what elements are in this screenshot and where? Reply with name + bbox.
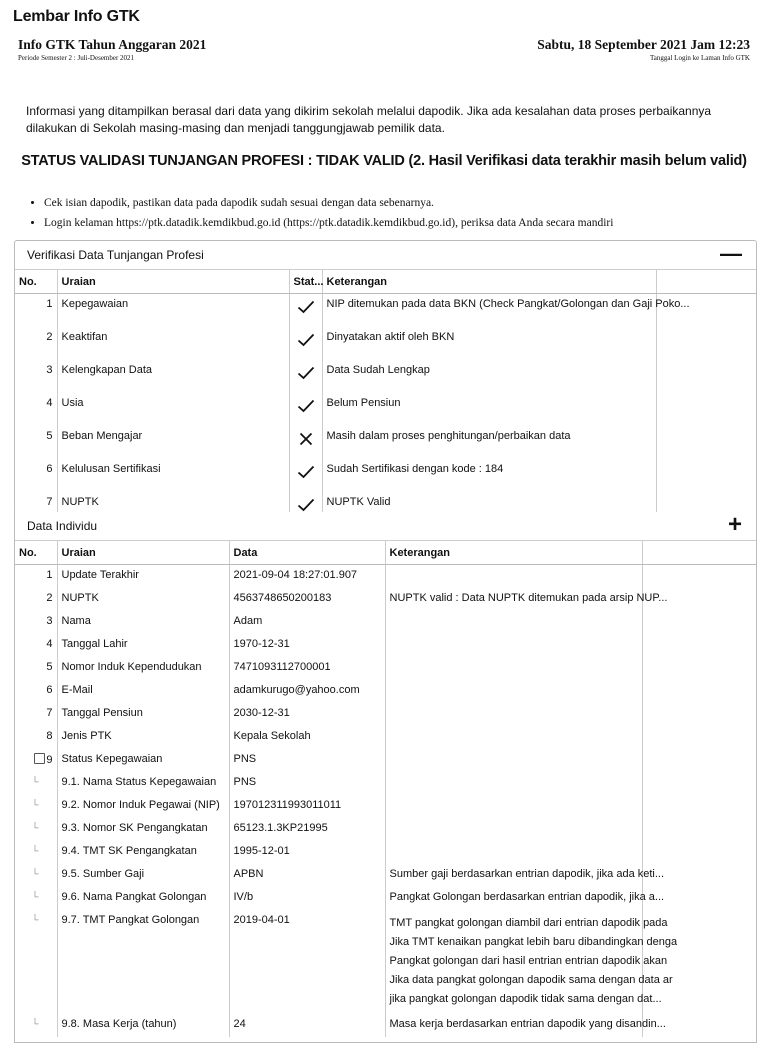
row-keterangan: [385, 657, 642, 680]
row-uraian: 9.7. TMT Pangkat Golongan: [57, 910, 229, 1014]
row-number: [15, 703, 57, 726]
row-keterangan: [385, 910, 678, 1014]
row-uraian: Usia: [57, 393, 289, 426]
col-header-keterangan[interactable]: Keterangan: [385, 541, 642, 565]
row-filler: [642, 703, 756, 726]
row-number-text: 1: [46, 569, 53, 581]
row-keterangan: [385, 772, 642, 795]
row-uraian: 9.5. Sumber Gaji: [57, 864, 229, 887]
row-number: [15, 634, 57, 657]
row-uraian: 9.8. Masa Kerja (tahun): [57, 1014, 229, 1037]
tree-branch-icon: └: [31, 846, 39, 857]
check-icon: [297, 404, 315, 416]
verifikasi-panel-header[interactable]: [15, 241, 756, 270]
row-data: 1995-12-01: [229, 841, 385, 864]
row-keterangan: Masa kerja berdasarkan entrian dapodik yang disandin...: [385, 1014, 642, 1037]
keterangan-line: Jika data pangkat golongan dapodik sama dengan data ar: [389, 974, 673, 986]
check-icon: [297, 371, 315, 383]
check-icon: [297, 305, 315, 317]
row-keterangan: [385, 818, 642, 841]
table-row[interactable]: [15, 864, 756, 887]
tree-branch-icon: └: [31, 823, 39, 834]
verifikasi-panel: [14, 240, 757, 514]
row-keterangan: [385, 703, 642, 726]
row-uraian: 9.3. Nomor SK Pengangkatan: [57, 818, 229, 841]
col-header-filler: [642, 541, 756, 565]
row-number-text: 6: [46, 684, 53, 696]
row-uraian: Keaktifan: [57, 327, 289, 360]
row-number-text: 8: [46, 730, 53, 742]
app-title: Lembar Info GTK: [13, 8, 140, 25]
row-keterangan: NIP ditemukan pada data BKN (Check Pangkat/Golongan dan Gaji Poko...: [322, 294, 656, 328]
tree-branch-icon: └: [31, 1019, 39, 1030]
tree-branch-icon: └: [31, 915, 39, 926]
row-data: IV/b: [229, 887, 385, 910]
row-filler: [642, 657, 756, 680]
row-number-text: 4: [46, 638, 53, 650]
row-number: [15, 887, 57, 910]
row-status: [289, 459, 322, 492]
row-data: PNS: [229, 772, 385, 795]
check-icon: [297, 470, 315, 482]
row-keterangan: [385, 565, 642, 589]
row-uraian: NUPTK: [57, 588, 229, 611]
row-number: [15, 611, 57, 634]
header-period: Periode Semester 2 : Juli-Desember 2021: [18, 54, 135, 62]
row-data: 1970-12-31: [229, 634, 385, 657]
verifikasi-table: [15, 270, 756, 525]
row-data: 2030-12-31: [229, 703, 385, 726]
row-uraian: 9.4. TMT SK Pengangkatan: [57, 841, 229, 864]
row-status: [289, 393, 322, 426]
row-status: [289, 327, 322, 360]
row-status: [289, 360, 322, 393]
table-row[interactable]: [15, 887, 756, 910]
row-uraian: Jenis PTK: [57, 726, 229, 749]
row-data: 4563748650200183: [229, 588, 385, 611]
row-keterangan: NUPTK valid : Data NUPTK ditemukan pada arsip NUP...: [385, 588, 642, 611]
row-number-text: 3: [46, 615, 53, 627]
row-uraian: 9.1. Nama Status Kepegawaian: [57, 772, 229, 795]
row-keterangan: Dinyatakan aktif oleh BKN: [322, 327, 656, 360]
row-keterangan: [385, 841, 642, 864]
row-number-text: 2: [46, 592, 53, 604]
row-number: 1: [15, 294, 57, 328]
row-data: 7471093112700001: [229, 657, 385, 680]
col-header-no[interactable]: No.: [15, 541, 57, 565]
row-uraian: Beban Mengajar: [57, 426, 289, 459]
row-number-text: 7: [46, 707, 53, 719]
login-datetime-caption: Tanggal Login ke Laman Info GTK: [649, 54, 750, 62]
col-header-uraian[interactable]: Uraian: [57, 541, 229, 565]
row-number: [15, 818, 57, 841]
status-heading: STATUS VALIDASI TUNJANGAN PROFESI : TIDAK VALID (2. Hasil Verifikasi data terakhir masih belum valid): [21, 153, 747, 169]
row-filler: [642, 611, 756, 634]
table-row[interactable]: [15, 726, 756, 749]
row-keterangan: [385, 634, 642, 657]
col-header-no[interactable]: No.: [15, 270, 57, 294]
verifikasi-panel-title: Verifikasi Data Tunjangan Profesi: [27, 248, 204, 262]
row-filler: [642, 634, 756, 657]
table-row[interactable]: [15, 657, 756, 680]
table-row[interactable]: [15, 910, 756, 1014]
row-filler: [656, 393, 756, 426]
row-keterangan: [385, 795, 642, 818]
row-keterangan: [385, 611, 642, 634]
row-data: 2019-04-01: [229, 910, 385, 1014]
tree-branch-icon: └: [31, 800, 39, 811]
cross-icon: [299, 437, 313, 449]
row-uraian: NUPTK: [57, 492, 289, 525]
col-header-filler: [656, 270, 756, 294]
row-number: [15, 657, 57, 680]
table-header-row: [15, 270, 756, 294]
col-header-keterangan[interactable]: Keterangan: [322, 270, 656, 294]
row-number: [15, 749, 57, 772]
row-number-text: 5: [46, 661, 53, 673]
row-number: [15, 565, 57, 589]
row-number: [15, 726, 57, 749]
table-row[interactable]: [15, 426, 756, 459]
row-keterangan: Belum Pensiun: [322, 393, 656, 426]
row-keterangan: Masih dalam proses penghitungan/perbaikan data: [322, 426, 656, 459]
table-row[interactable]: [15, 360, 756, 393]
row-uraian: Status Kepegawaian: [57, 749, 229, 772]
tree-branch-icon: └: [31, 892, 39, 903]
table-row[interactable]: [15, 294, 756, 328]
row-filler: [656, 459, 756, 492]
row-data: 24: [229, 1014, 385, 1037]
row-uraian: 9.2. Nomor Induk Pegawai (NIP): [57, 795, 229, 818]
row-keterangan: [385, 726, 642, 749]
row-data: Adam: [229, 611, 385, 634]
table-row[interactable]: [15, 327, 756, 360]
row-keterangan: [385, 749, 642, 772]
row-filler: [656, 426, 756, 459]
row-uraian: Update Terakhir: [57, 565, 229, 589]
table-row[interactable]: [15, 841, 756, 864]
header-right: [537, 37, 750, 62]
table-row[interactable]: [15, 611, 756, 634]
row-filler: [642, 565, 756, 589]
table-row[interactable]: [15, 703, 756, 726]
row-data: APBN: [229, 864, 385, 887]
collapse-toggle-icon[interactable]: [34, 753, 45, 764]
row-uraian: Tanggal Pensiun: [57, 703, 229, 726]
col-header-status[interactable]: Stat...: [289, 270, 322, 294]
row-filler: [642, 818, 756, 841]
row-filler: [642, 841, 756, 864]
row-uraian: Kelulusan Sertifikasi: [57, 459, 289, 492]
minus-icon[interactable]: —: [720, 241, 742, 266]
row-number: [15, 795, 57, 818]
row-number: 6: [15, 459, 57, 492]
table-row[interactable]: [15, 680, 756, 703]
row-keterangan: Data Sudah Lengkap: [322, 360, 656, 393]
table-row[interactable]: [15, 634, 756, 657]
header-left: [18, 37, 206, 62]
row-filler: [642, 795, 756, 818]
row-number-text: 9: [46, 754, 53, 766]
table-row[interactable]: [15, 795, 756, 818]
bullet-item: • Cek isian dapodik, pastikan data pada dapodik sudah sesuai dengan data sebenarnya.: [44, 193, 613, 213]
individu-panel: [14, 512, 757, 1043]
row-filler: [642, 749, 756, 772]
row-keterangan: [385, 680, 642, 703]
tree-branch-icon: └: [31, 777, 39, 788]
row-filler: [656, 360, 756, 393]
keterangan-line: Pangkat golongan dari hasil entrian entrian dapodik akan: [389, 955, 668, 967]
row-uraian: Nama: [57, 611, 229, 634]
row-number: [15, 910, 57, 1014]
row-keterangan: NUPTK Valid: [322, 492, 656, 525]
individu-table: [15, 541, 756, 1037]
individu-panel-header[interactable]: [15, 512, 756, 541]
row-data: Kepala Sekolah: [229, 726, 385, 749]
row-number: 2: [15, 327, 57, 360]
row-data: adamkurugo@yahoo.com: [229, 680, 385, 703]
individu-panel-title: Data Individu: [27, 519, 98, 533]
row-filler: [642, 726, 756, 749]
info-text: Informasi yang ditampilkan berasal dari data yang dikirim sekolah melalui dapodik. Jika ada kesalahan data proses perbaikannya dilakukan di Sekolah masing-masing dan menjadi tanggungjawab pemilik data.: [26, 104, 712, 135]
table-row[interactable]: [15, 393, 756, 426]
row-uraian: Tanggal Lahir: [57, 634, 229, 657]
bullet-item: • Login kelaman https://ptk.datadik.kemdikbud.go.id (https://ptk.datadik.kemdikbud.go.id), periksa data Anda secara mandiri: [44, 213, 613, 233]
row-data: 197012311993011011: [229, 795, 385, 818]
table-row[interactable]: [15, 1014, 756, 1037]
col-header-uraian[interactable]: Uraian: [57, 270, 289, 294]
row-uraian: Kelengkapan Data: [57, 360, 289, 393]
row-filler: [642, 772, 756, 795]
login-datetime: Sabtu, 18 September 2021 Jam 12:23: [537, 37, 750, 52]
keterangan-line: Jika TMT kenaikan pangkat lebih baru dibandingkan denga: [389, 936, 678, 948]
row-number: [15, 772, 57, 795]
row-uraian: Nomor Induk Kependudukan: [57, 657, 229, 680]
keterangan-line: jika pangkat golongan dapodik tidak sama dengan dat...: [389, 993, 662, 1005]
row-number: [15, 841, 57, 864]
row-uraian: Kepegawaian: [57, 294, 289, 328]
row-number: [15, 1014, 57, 1037]
tree-branch-icon: └: [31, 869, 39, 880]
table-row[interactable]: [15, 749, 756, 772]
row-keterangan: Pangkat Golongan berdasarkan entrian dapodik, jika a...: [385, 887, 642, 910]
row-data: PNS: [229, 749, 385, 772]
table-header-row: [15, 541, 756, 565]
row-number: [15, 680, 57, 703]
row-keterangan: Sumber gaji berdasarkan entrian dapodik, jika ada keti...: [385, 864, 642, 887]
plus-icon[interactable]: +: [727, 511, 742, 538]
table-row[interactable]: [15, 772, 756, 795]
row-filler: [642, 680, 756, 703]
header-title: Info GTK Tahun Anggaran 2021: [18, 37, 207, 52]
bullet-list: [26, 193, 613, 233]
table-row[interactable]: [15, 588, 756, 611]
row-number: 3: [15, 360, 57, 393]
row-filler: [656, 327, 756, 360]
row-uraian: E-Mail: [57, 680, 229, 703]
row-number: 4: [15, 393, 57, 426]
row-number: 5: [15, 426, 57, 459]
row-keterangan: Sudah Sertifikasi dengan kode : 184: [322, 459, 656, 492]
row-number: [15, 588, 57, 611]
table-row[interactable]: [15, 818, 756, 841]
check-icon: [297, 338, 315, 350]
row-uraian: 9.6. Nama Pangkat Golongan: [57, 887, 229, 910]
row-status: [289, 426, 322, 459]
row-number: 7: [15, 492, 57, 525]
table-row[interactable]: [15, 565, 756, 589]
col-header-data[interactable]: Data: [229, 541, 385, 565]
row-number: [15, 864, 57, 887]
row-data: 2021-09-04 18:27:01.907: [229, 565, 385, 589]
row-status: [289, 294, 322, 328]
row-data: 65123.1.3KP21995: [229, 818, 385, 841]
table-row[interactable]: [15, 459, 756, 492]
keterangan-line: TMT pangkat golongan diambil dari entrian dapodik pada: [389, 917, 668, 929]
